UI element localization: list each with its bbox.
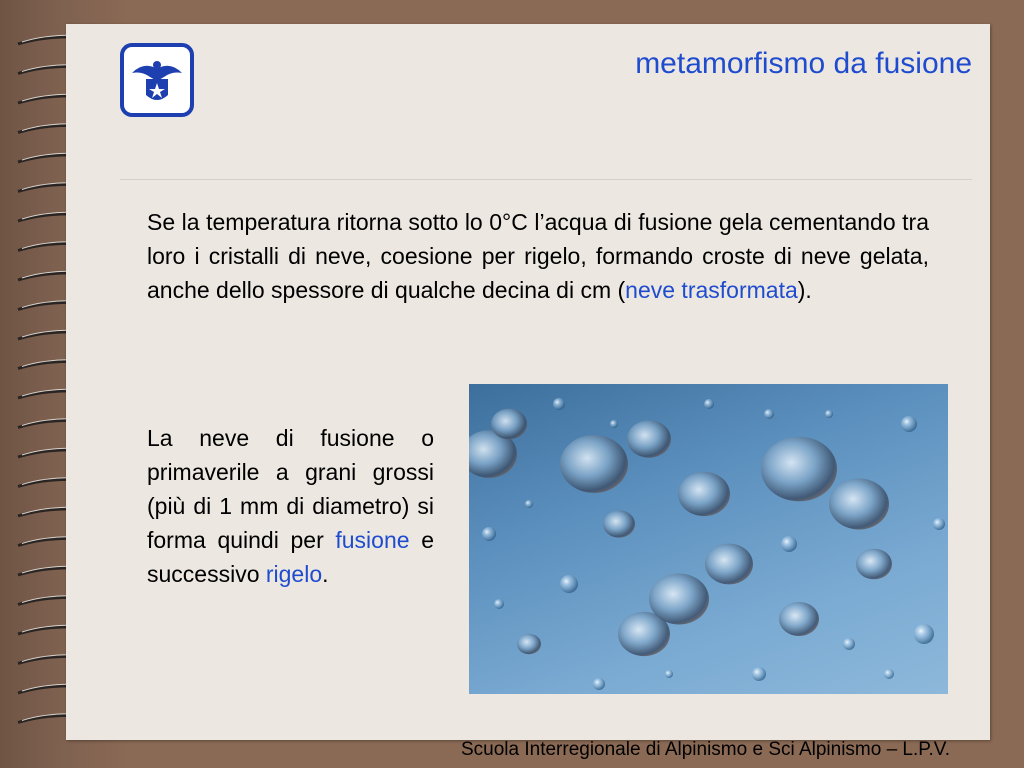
paragraph-spring-snow-end: . (322, 561, 329, 587)
paragraph-spring-snow (147, 421, 434, 591)
slide-title: metamorfismo da fusione (635, 47, 972, 80)
highlight-rigelo: rigelo (265, 561, 323, 587)
footer-school-name: Scuola Interregionale di Alpinismo e Sci Alpinismo – L.P.V. (460, 739, 950, 760)
paragraph-refreeze-end: ). (797, 277, 812, 303)
highlight-neve-trasformata: neve trasformata (625, 277, 798, 303)
highlight-fusione: fusione (335, 527, 410, 553)
paragraph-refreeze-text: Se la temperatura ritorna sotto lo 0°C l’acqua di fusione gela cementando tra loro i cristalli di neve, coesione per rigelo, formando croste di neve gelata, anche dello spessore di qualche decina di cm ( (147, 209, 929, 303)
cai-eagle-logo-icon (120, 43, 194, 117)
ice-crystals-photo (469, 384, 948, 694)
paragraph-refreeze (147, 205, 929, 307)
paragraph-spring-snow-middle: e successivo (147, 527, 434, 587)
title-divider (120, 179, 972, 180)
paragraph-spring-snow-text: La neve di fusione o primaverile a grani grossi (più di 1 mm di diametro) si forma quindi per (147, 425, 434, 553)
